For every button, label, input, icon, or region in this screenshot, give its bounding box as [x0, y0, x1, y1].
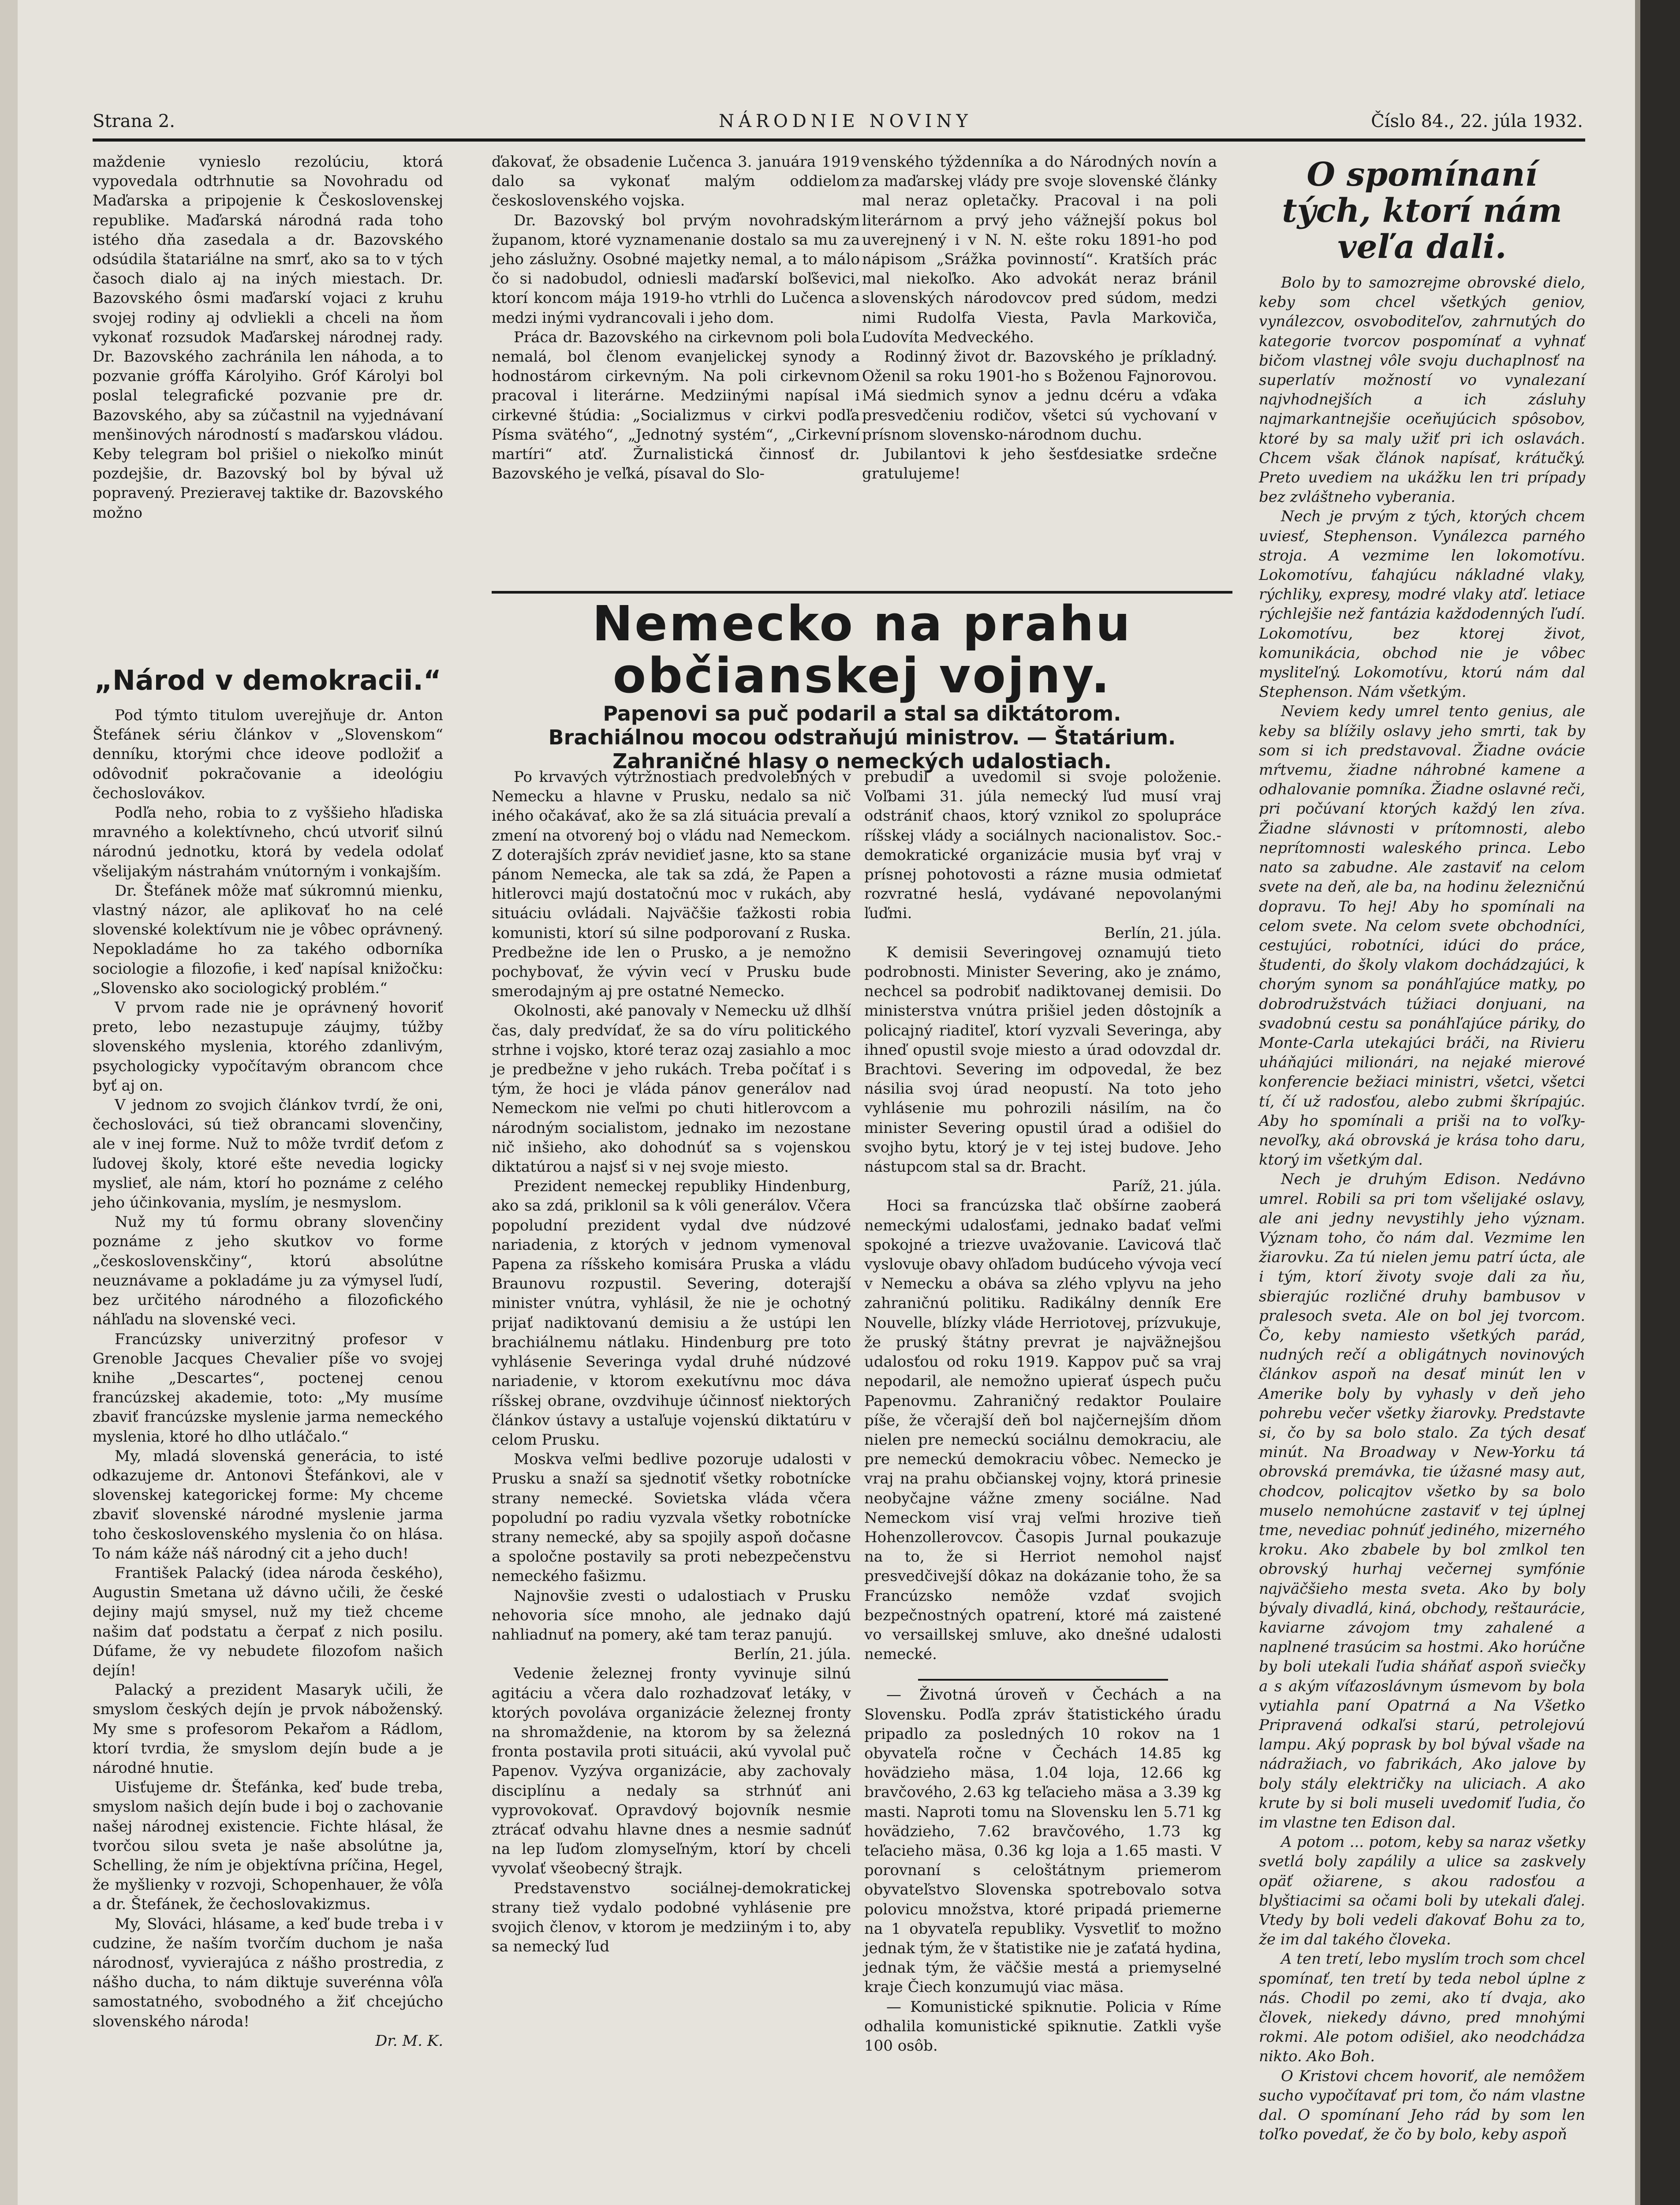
paragraph: Okolnosti, aké panovaly v Nemecku už dlhší čas, daly predvídať, že sa do víru politického strhne i vojsko, ktoré teraz ozaj zasiahlo a moc je predbežne v jeho rukách. Treba počítať i s tým, že hoci je vláda pánov generálov nad Nemeckom nie veľmi po chuti hitlerovcom a národným socialistom, jednako im nezostane nič inšieho, ako dohodnúť sa s vojenskou diktatúrou a najsť si v nej svoje miesto.	[492, 1002, 851, 1176]
dateline: Berlín, 21. júla.	[734, 1645, 851, 1663]
paragraph: Predstavenstvo sociálnej-demokratickej strany tiež vydalo podobné vyhlásenie pre svojich členov, v ktorom je medziiným i to, aby sa nemecký ľud	[492, 1879, 851, 1956]
page-number: Strana 2.	[93, 111, 175, 131]
paragraph: Jubilantovi k jeho šesťdesiatke srdečne gratulujeme!	[862, 445, 1217, 483]
paragraph: Vedenie železnej fronty vyvinuje silnú agitáciu a včera dalo rozhadzovať letáky, v ktorých povoláva organizácie železnej fronty na shromaždenie, na ktorom by sa železná fronta postavila proti situácii, akú vyvolal puč Papenov. Vyzýva organizácie, aby zachovaly disciplínu a nedaly sa strhnúť ani vyprovokovať. Opravdový bojovník nesmie ztrácať odvahu hlavne dnes a nesmie sadnúť na lep ľuďom zlomyseľným, ktorí by chceli vyvolať všeobecný štrajk.	[492, 1665, 851, 1878]
paragraph: maždenie vynieslo rezolúciu, ktorá vypovedala odtrhnutie sa Novohradu od Maďarska a pripojenie k Československej republike. Maďarská národná rada toho istého dňa zasedala a dr. Bazovského odsúdila štatariálne na smrť, ako sa to v tých časoch dialo aj na iných miestach. Dr. Bazovského ôsmi maďarskí vojaci z kruhu svojej rodiny aj odvliekli a chceli na ňom vykonať rozsudok Maďarskej národnej rady. Dr. Bazovského zachránila len náhoda, a to pozvanie gróffa Károlyiho. Gróf Károlyi bol poslal telegrafické pozvanie pre dr. Bazovského, aby sa zúčastnil na vyjednávaní menšinových národností s maďarskou vládou. Keby telegram bol prišiel o niekoľko minút pozdejšie, dr. Bazovský bol by býval už popravený. Prezieravej taktike dr. Bazovského možno	[93, 153, 443, 522]
paragraph: Rodinný život dr. Bazovského je príkladný. Oženil sa roku 1901-ho s Boženou Fajnorovou. Má siedmich synov a jednu dcéru a vďaka presvedčeniu rodičov, všetci sú vychovaní v prísnom slovensko-národnom duchu.	[862, 348, 1217, 444]
news-brief: — Životná úroveň v Čechách a na Slovensku. Podľa zpráv štatistického úradu pripadlo za posledných 10 rokov na 1 obyvateľa ročne v Čechách 14.85 kg hovädzieho mäsa, 1.04 loja, 12.66 kg bravčového, 2.63 kg teľacieho mäsa a 3.39 kg masti. Naproti tomu na Slovensku len 5.71 kg hovädzieho, 7.62 bravčového, 1.73 kg teľacieho mäsa, 0.36 kg loja a 1.65 masti. V porovnaní s celoštátnym priemerom obyvateľstvo Slovenska spotrebovalo sotva polovicu množstva, ktoré pripadá priemerne na 1 obyvateľa republiky. Vysvetliť to možno jednak tým, že v štatistike nie je zaťatá hydina, jednak tým, že väčšie mestá a priemyselné kraje Čiech konzumujú viac mäsa.	[864, 1686, 1221, 1996]
paragraph: Nech je prvým z tých, ktorých chcem uviesť, Stephenson. Vynálezca parného stroja. A vezmime len lokomotívu. Lokomotívu, ťahajúcu nákladné vlaky, rýchliky, expresy, modré vlaky atď. letiace rýchlejšie než fantázia každodenných ľudí. Lokomotívu, bez ktorej život, komunikácia, obchod nie je vôbec mysliteľný. Lokomotívu, ktorú nám dal Stephenson. Nám všetkým.	[1259, 508, 1585, 701]
newspaper-name: NÁRODNIE NOVINY	[719, 111, 972, 131]
paragraph: Nech je druhým Edison. Nedávno umrel. Robili sa pri tom všelijaké oslavy, ale ani jedny nevystihly jeho význam. Význam toho, čo nám dal. Vezmime len žiarovku. Za tú nielen jemu patrí úcta, ale i tým, ktorí životy svoje dali za ňu, sbierajúc rozličné druhy bambusov v pralesoch sveta. Ale on bol jej tvorcom. Čo, keby namiesto všetkých parád, nudných rečí a obligátnych novinových článkov aspoň na desať minút len v Amerike boly by vyhasly v deň jeho pohrebu večer všetky žiarovky. Predstavte si, čo by sa bolo stalo. Za tých desať minút. Na Broadway v New-Yorku tá obrovská premávka, tie úžasné masy aut, chodcov, policajtov všetko by sa bolo muselo nemohúcne zastaviť v tej úplnej tme, nevediac pohnúť jediného, mizerného kroku. Ako zbabele by bol zmlkol ten obrovský hurhaj večernej symfónie najväčšieho mesta sveta. Ako by boly bývaly divadlá, kiná, obchody, reštaurácie, kaviarne závojom tmy zahalené a naplnené trasúcim sa hostmi. Ako horúčne by boli utekali ľudia sháňať aspoň sviečky a s akým víťazoslávnym úsmevom by bola vytiahla paní Opatrná a Na Všetko Pripravená odkaľsi starú, petrolejovú lampu. Aký poprask by bol býval všade na nádražiach, vo fabrikách, Ako jalove by boly stály električky na uliciach. A ako krute by si boli museli uvedomiť ľudia, čo im vlastne ten Edison dal.	[1259, 1170, 1585, 1832]
paragraph: Hoci sa francúzska tlač obšírne zaoberá nemeckými udalosťami, jednako badať veľmi spokojné a triezve uvažovanie. Ľavicová tlač vyslovuje obavy ohľadom budúceho vývoja vecí v Nemecku a obáva sa zlého vplyvu na jeho zahraničnú politiku. Radikálny denník Ere Nouvelle, blízky vláde Herriotovej, prízvukuje, že pruský štátny prevrat je najväžnejšou udalosťou od roku 1919. Kappov puč sa vraj nepodaril, ale nemožno upierať úspech puču Papenovmu. Zahraničný redaktor Poulaire píše, že včerajší deň bol najčernejším dňom nielen pre nemeckú sociálnu demokraciu, ale pre nemeckú demokraciu vôbec. Nemecko je vraj na prahu občianskej vojny, ktorá prinesie neobyčajne vážne zmeny sociálne. Nad Nemeckom visí vraj veľmi hrozive tieň Hohenzollerovcov. Časopis Jurnal poukazuje na to, že si Herriot nemohol najsť presvedčivejší dôkaz na dokázanie toho, že sa Francúzsko nemôže vzdať svojich bezpečnostných opatrení, ktoré má zaistené vo versaillskej smluve, ako dnešné udalosti nemecké.	[864, 1197, 1221, 1663]
paragraph: Po krvavých výtržnostiach predvolebných v Nemecku a hlavne v Prusku, nedalo sa nič iného očakávať, ako že sa zlá situácia prevalí a zmení na otvorený boj o vládu nad Nemeckom. Z doterajších zpráv nevidieť jasne, kto sa stane pánom Nemecka, ale tak sa zdá, že Papen a hitlerovci majú dostatočnú moc v rukách, aby situáciu ovládali. Najväčšie ťažkosti robia komunisti, ktorí sú silne podporovaní z Ruska. Predbežne ide len o Prusko, a je nemožno pochybovať, že vývin vecí v Prusku bude smerodajným aj pre ostatné Nemecko.	[492, 768, 851, 1001]
article-narod-v-demokracii	[93, 653, 443, 2051]
news-brief: — Komunistické spiknutie. Policia v Ríme odhalila komunistické spiknutie. Zatkli vyše 100 osôb.	[864, 1998, 1221, 2055]
paragraph: O Kristovi chcem hovoriť, ale nemôžem sucho vypočítavať pri tom, čo nám vlastne dal. O spomínaní Jeho rád by som len toľko povedať, že čo by bolo, keby aspoň	[1259, 2067, 1585, 2144]
paragraph: My, Slováci, hlásame, a keď bude treba i v cudzine, že naším tvorčím duchom je naša národnosť, vyvierajúca z nášho prostredia, z nášho ducha, to nám diktuje suverénna vôľa samostatného, svobodného a žiť chcejúcho slovenského národa!	[93, 1915, 443, 2030]
headline-line2: občianskej vojny.	[612, 647, 1112, 704]
paragraph: ďakovať, že obsadenie Lučenca 3. januára 1919 dalo sa vykonať malým oddielom československého vojska.	[492, 153, 860, 210]
header-rule	[93, 138, 1585, 142]
issue-date: Číslo 84., 22. júla 1932.	[1371, 111, 1583, 131]
paragraph: venského týždenníka a do Národných novín a za maďarskej vlády pre svoje slovenské články mal neraz opletačky. Pracoval i na poli literárnom a prvý jeho vážnejší pokus bol uverejnený i v N. N. ešte roku 1891-ho pod nápisom „Srážka povinností“. Kratších prác mal niekoľko. Ako advokát neraz bránil slovenských národovcov pred súdom, medzi nimi Rudolfa Viesta, Pavla Markoviča, Ľudovíta Medveckého.	[862, 153, 1217, 346]
article-bazovsky-col2	[492, 152, 860, 483]
dateline: Berlín, 21. júla.	[1104, 924, 1221, 942]
article-nemecko-col1	[492, 767, 851, 1956]
paragraph: My, mladá slovenská generácia, to isté odkazujeme dr. Antonovi Štefánkovi, ale v slovenskej kategorickej forme: My chceme zbaviť slovenské národné myslenie jarma toho československého myslenia čo on hlása. To nám káže náš národný cit a jeho duch!	[93, 1447, 443, 1562]
paragraph: Pod týmto titulom uverejňuje dr. Anton Štefánek sériu článkov v „Slovenskom“ denníku, ktorými chce ideove podložiť a odôvodniť pokračovanie a ideológiu čechoslovákov.	[93, 706, 443, 802]
paragraph: Dr. Štefánek môže mať súkromnú mienku, vlastný názor, ale aplikovať ho na celé slovenské kolektívum nie je vôbec oprávnený. Nepokladáme ho za takého odborníka sociologie a filozofie, i keď napísal knižočku: „Slovensko ako sociologický problém.“	[93, 882, 443, 997]
article-bazovsky-col1	[93, 152, 443, 523]
paragraph: Nuž my tú formu obrany slovenčiny poznáme z jeho skutkov vo forme „československčiny“, ktorú absolútne neuznávame a pokladáme ju za výmysel ľudí, bez určitého národného a filozofického náhľadu na slovenské veci.	[93, 1213, 443, 1329]
headline-line1: Nemecko na prahu	[592, 595, 1132, 652]
paragraph: Moskva veľmi bedlive pozoruje udalosti v Prusku a snaží sa sjednotiť všetky robotnícke strany nemecké. Sovietska vláda včera popoludní po radiu vyzvala všetky robotnícke strany nemecké, aby sa spojily aspoň dočasne a spoločne postavily sa proti nebezpečenstvu nemeckého fašizmu.	[492, 1450, 851, 1585]
article-title: „Národ v demokracii.“	[94, 664, 441, 696]
article-nemecko-col2	[864, 767, 1221, 2056]
subheadline-3: Zahraničné hlasy o nemeckých udalostiach.	[612, 749, 1112, 773]
author-signature: Dr. M. K.	[375, 2032, 443, 2050]
scan-edge-right	[1640, 0, 1680, 2205]
headline-rule	[492, 591, 1232, 594]
paragraph: Uisťujeme dr. Štefánka, keď bude treba, smyslom našich dejín bude i boj o zachovanie našej národnej existencie. Fichte hlásal, že tvorčou silou sveta je naše absolútne ja, Schelling, že ním je objektívna príčina, Hegel, že myšlienky v rozvoji, Schopenhauer, že vôľa a dr. Štefánek, že čechoslovakizmus.	[93, 1779, 443, 1913]
page-header	[93, 111, 1583, 142]
article-title: O spomínaní tých, ktorí nám veľa dali.	[1282, 156, 1562, 266]
paragraph: A ten tretí, lebo myslím troch som chcel spomínať, ten tretí by teda nebol úplne z nás. Chodil po zemi, ako tí dvaja, ako človek, niekedy dávno, pred mnohými rokmi. Ale potom odišiel, ako neodchádza nikto. Ako Boh.	[1259, 1950, 1585, 2066]
paragraph: Dr. Bazovský bol prvým novohradským županom, ktoré vyznamenanie dostalo sa mu za jeho záslužny. Osobné majetky nemal, a to málo čo si nadobudol, odniesli maďarskí boľševici, ktorí koncom mája 1919-ho vtrhli do Lučenca a medzi inými vydrancovali i jeho dom.	[492, 211, 860, 327]
paragraph: Bolo by to samozrejme obrovské dielo, keby som chcel všetkých geniov, vynálezcov, osvoboditeľov, zahrnutých do kategorie tvorcov pospomínať a vyhnať bičom vlastnej vôle svoju duchaplnosť na superlatív možností vo vynalezaní najvhodnejších a ich zásluhy najmarkantnejšie oceňujúcich spôsobov, ktoré by sa maly užiť pri ich oslavách. Chcem však článok napísať, krátučký. Preto uvediem na ukážku len tri prípady bez zvláštneho vyberania.	[1259, 274, 1585, 506]
paragraph: Neviem kedy umrel tento genius, ale keby sa blížily oslavy jeho smrti, tak by som si ich predstavoval. Žiadne ovácie mŕtvemu, žiadne náhrobné kamene a odhalovanie pomníka. Žiadne oslavné reči, pri počúvaní ktorých každý len zíva. Žiadne slávnosti v prítomnosti, alebo neprítomnosti waleského princa. Lebo nato sa zabudne. Ale zastaviť na celom svete na deň, ale ba, na hodinu železničnú dopravu. To hej! Aby ho spomínali na celom svete. Na celom svete obchodníci, cestujúci, robotníci, idúci do práce, študenti, do školy vlakom dochádzajúci, k chorým synom sa ponáhľajúce matky, po dobrodružstvách túžiaci donjuani, na svadobnú cestu sa ponáhľajúce páriky, do Monte-Carla utekajúci bráči, na Rivieru uháňajúci milionári, na nejaké mierové konferencie bežiaci ministri, všetci, všetci tí, čí už radosťou, alebo zubmi škrípajúc. Aby ho spomínali a priši na to voľky-nevoľky, aká obrovská je krása toho daru, ktorý im všetkým dal.	[1259, 703, 1585, 1169]
paragraph: František Palacký (idea národa českého), Augustin Smetana už dávno učili, že české dejiny majú smysel, nuž my tiež chceme našim dať podstatu a čerpať z nich posilu. Dúfame, že vy nebudete filozofom našich dejín!	[93, 1564, 443, 1679]
paragraph: Prezident nemeckej republiky Hindenburg, ako sa zdá, priklonil sa k vôli generálov. Včera popoludní prezident vydal dve núdzové nariadenia, z ktorých v jednom vymenoval Papena za ríšskeho komisára Pruska a vládu Braunovu rozpustil. Severing, doterajší minister vnútra, vyhlásil, že nie je ochotný prijať nadiktovanú demisiu a že ustúpi len brachiálnemu nátlaku. Hindenburg pre toto vyhlásenie Severinga vydal druhé núdzové nariadenie, v ktorom exekutívnu moc dáva ríšskej obrane, ovzdvihuje účinnosť niektorých článkov ústavy a ustaľuje vojenskú diktatúru v celom Prusku.	[492, 1177, 851, 1449]
scan-edge-shadow	[1635, 0, 1640, 2205]
subheadline-2: Brachiálnou mocou odstraňujú ministrov. — Štatárium.	[548, 725, 1176, 749]
dateline: Paríž, 21. júla.	[1112, 1177, 1221, 1196]
article-o-spominani	[1259, 157, 1585, 2145]
section-divider	[918, 1679, 1168, 1681]
paragraph: Podľa neho, robia to z vyššieho hľadiska mravného a kolektívneho, chcú utvoriť silnú národnú jednotku, ktorá by vedela odolať všelijakým nástrahám vnútorným i vonkajším.	[93, 804, 443, 880]
paragraph: Práca dr. Bazovského na cirkevnom poli bola nemalá, bol členom evanjelickej synody a hodnostárom cirkevným. Na poli cirkevnom pracoval i literárne. Medziinými napísal i cirkevné štúdia: „Socializmus v cirkvi podľa Písma svätého“, „Jednotný systém“, „Cirkevní martíri“ atď. Žurnalistická činnosť dr. Bazovského je veľká, písaval do Slo-	[492, 328, 860, 483]
paragraph: V jednom zo svojich článkov tvrdí, že oni, čechoslováci, sú tiež obrancami slovenčiny, ale v inej forme. Nuž to môže tvrdiť deťom z ľudovej školy, ktoré ešte nevedia logicky myslieť, ale nám, ktorí ho poznáme z celého jeho účinkovania, myslím, je nesmyslom.	[93, 1096, 443, 1212]
paragraph: A potom ... potom, keby sa naraz všetky svetlá boly zapálily a ulice sa zaskvely opäť ožiarene, s akou radosťou a blyštiacimi sa očami boli by utekali ďalej. Vtedy by boli vedeli ďakovať Bohu za to, že im dal takého človeka.	[1259, 1833, 1585, 1949]
paragraph: Francúzsky univerzitný profesor v Grenoble Jacques Chevalier píše vo svojej knihe „Descartes“, poctenej cenou francúzskej akademie, toto: „My musíme zbaviť francúzske myslenie jarma nemeckého myslenia, ktoré ho dlho utláčalo.“	[93, 1330, 443, 1446]
headline-block	[489, 595, 1235, 773]
paragraph: K demisii Severingovej oznamujú tieto podrobnosti. Minister Severing, ako je známo, nechcel sa podrobiť nadiktovanej demisii. Do ministerstva vnútra prišiel jeden dôstojník a policajný riaditeľ, ktorí vyzvali Severinga, aby ihneď opustil svoje miesto a úrad odovzdal dr. Brachtovi. Severing im odpovedal, že bez násilia svoj úrad neopustí. Na toto jeho vyhlásenie mu pohrozili násilím, na čo minister Severing opustil úrad a odišiel do svojho bytu, ktorý je v tej istej budove. Jeho nástupcom stal sa dr. Bracht.	[864, 943, 1221, 1176]
subheadline-1: Papenovi sa puč podaril a stal sa diktátorom.	[603, 702, 1121, 725]
scan-edge-left	[0, 0, 18, 2205]
paragraph: prebudil a uvedomil si svoje položenie. Voľbami 31. júla nemecký ľud musí vraj odstrániť chaos, ktorý vznikol zo spolupráce ríšskej vlády a sociálnych nacionalistov. Soc.-demokratické organizácie musia byť vraj v prísnej pohotovosti a rázne musia odmietať rozvratné heslá, vydávané nepovolanými ľuďmi.	[864, 768, 1221, 923]
article-bazovsky-col3	[862, 152, 1217, 483]
paragraph: Najnovšie zvesti o udalostiach v Prusku nehovoria síce mnoho, ale jednako dajú nahliadnuť na pomery, aké tam teraz panujú.	[492, 1587, 851, 1644]
paragraph: V prvom rade nie je oprávnený hovoriť preto, lebo nezastupuje záujmy, túžby slovenského myslenia, ktorého zdanlivým, psychologicky vypočítavým obrancom chce byť aj on.	[93, 999, 443, 1095]
paragraph: Palacký a prezident Masaryk učili, že smyslom českých dejín je prvok náboženský. My sme s profesorom Pekařom a Rádlom, ktorí tvrdia, že smyslom dejín bude a je národné hnutie.	[93, 1681, 443, 1777]
